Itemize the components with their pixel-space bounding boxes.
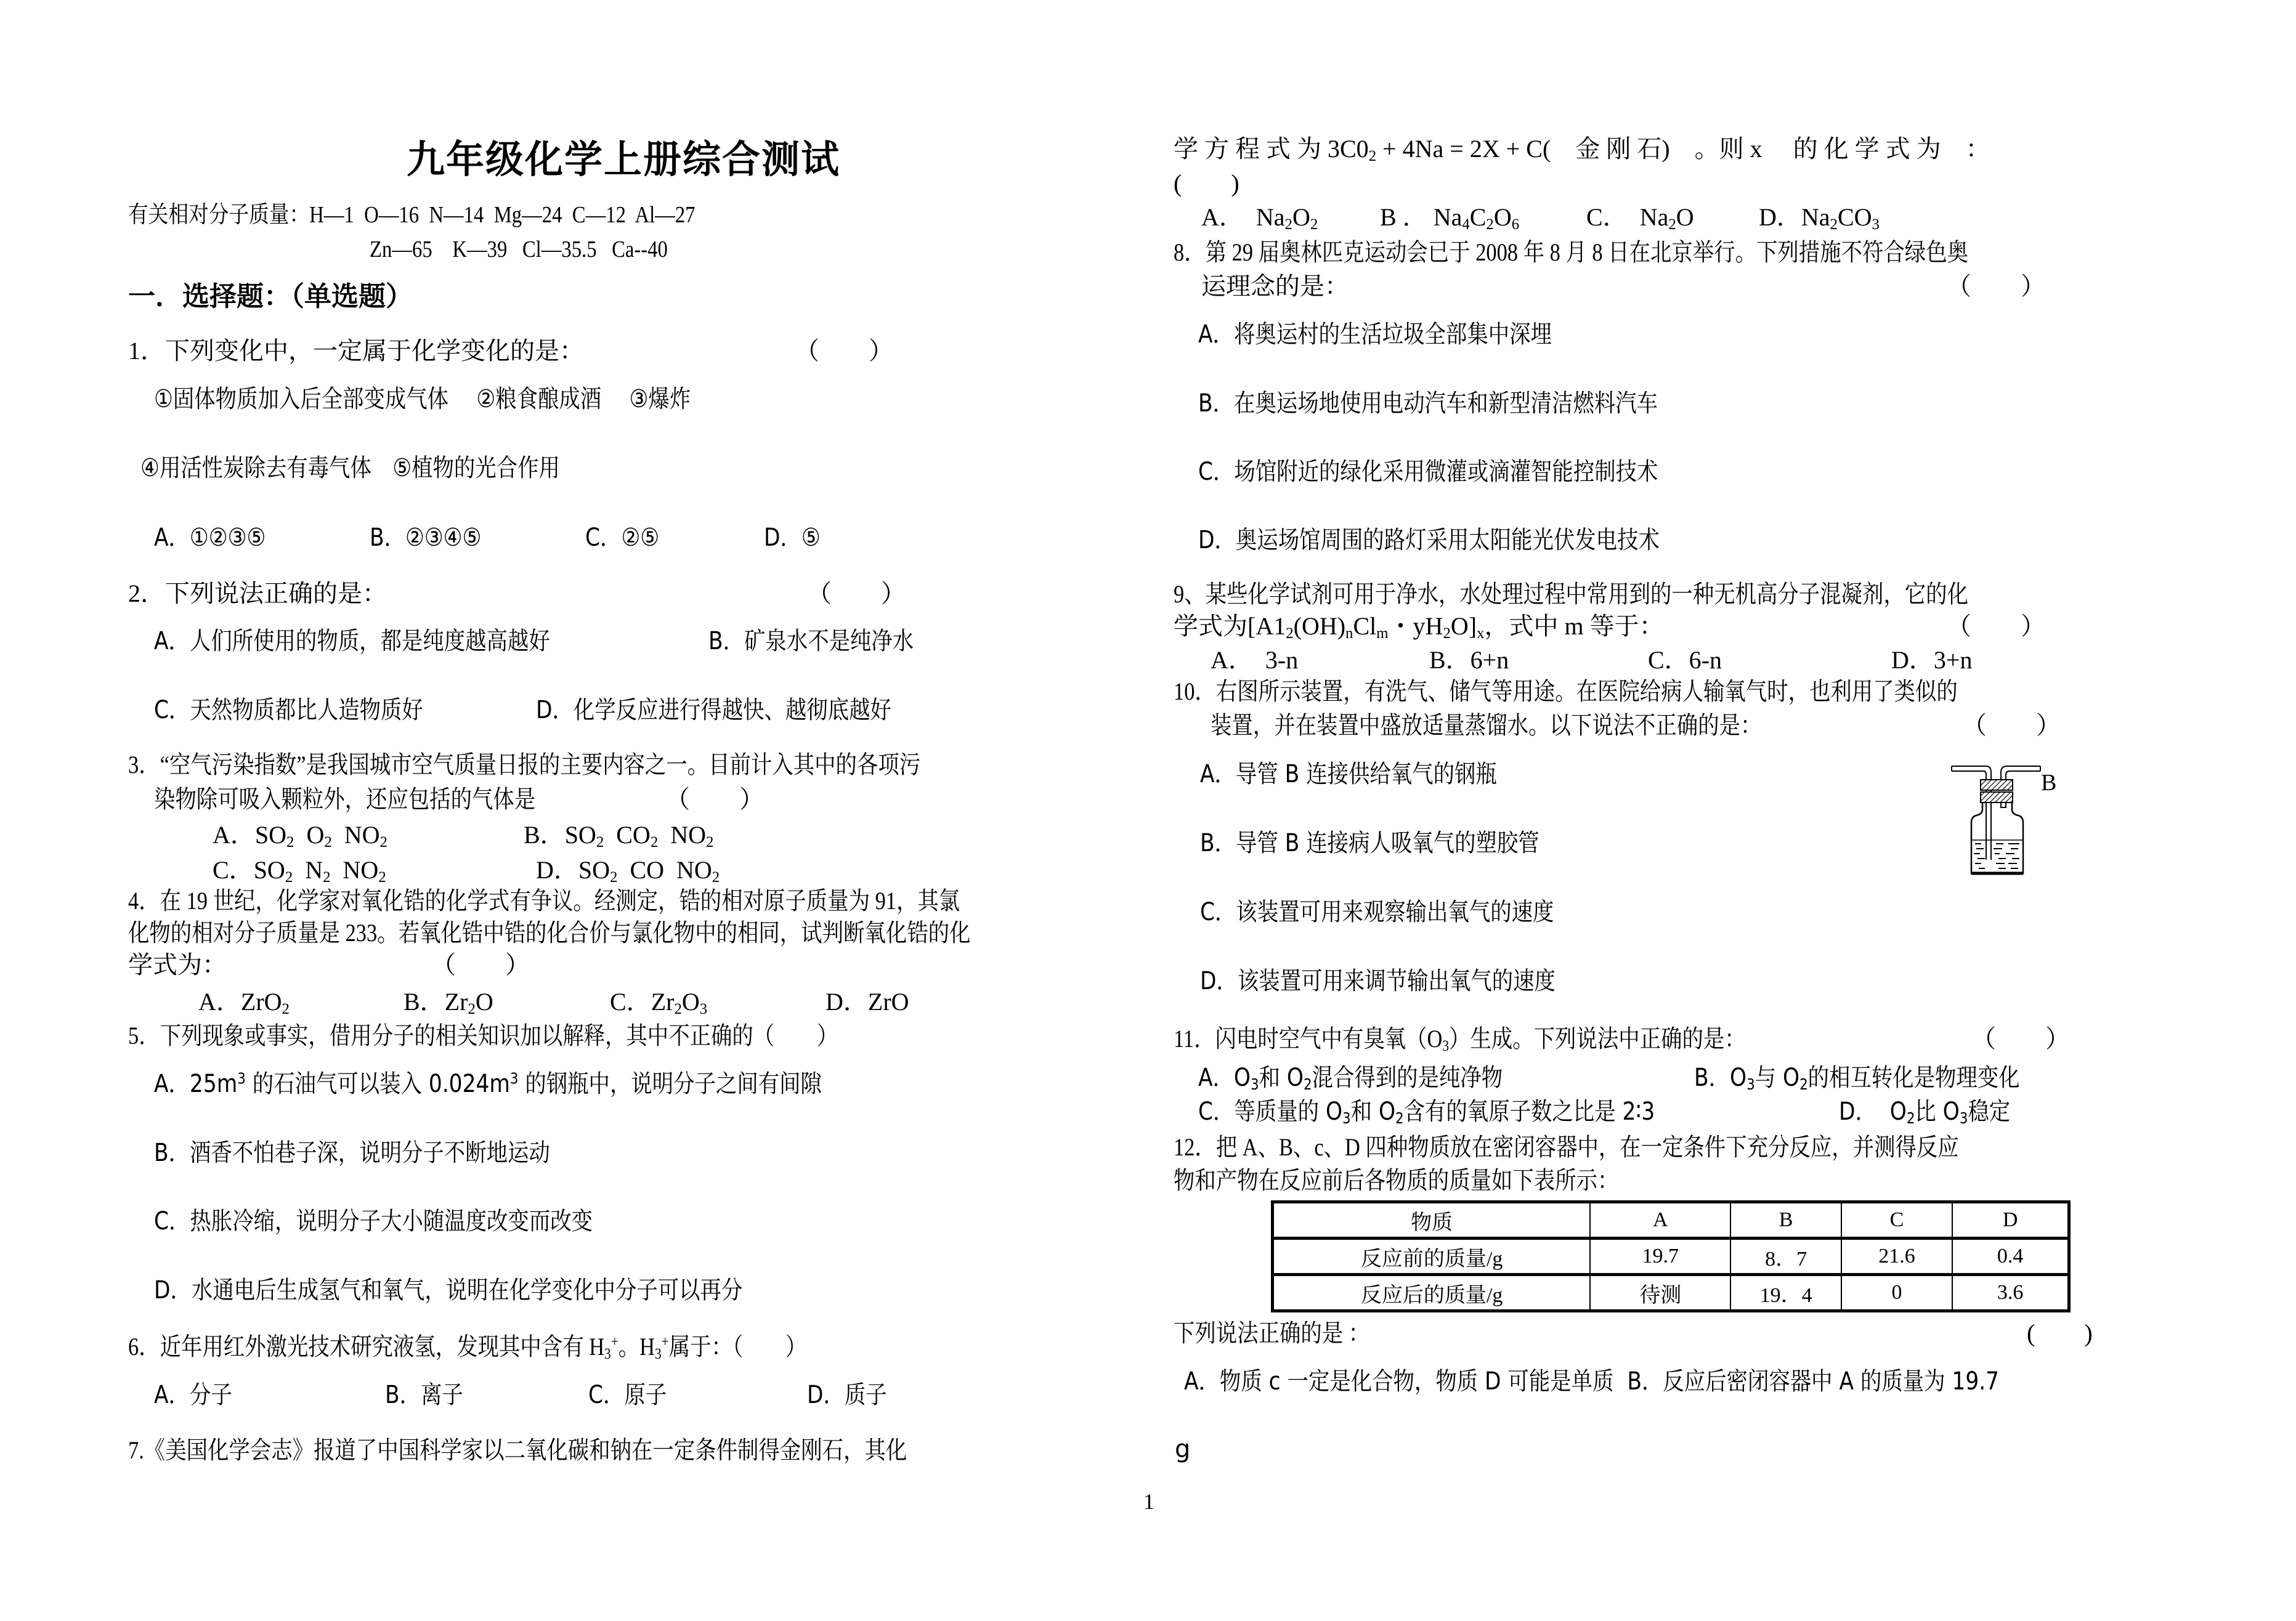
table-cell: 19.7 <box>1590 1239 1730 1275</box>
q11-option-c[interactable]: C．等质量的 $O_3$和 $O_2$含有的氧原子数之比是 2∶3 <box>1198 1098 1655 1128</box>
bottle-body <box>1971 802 2023 873</box>
q7-c-label: C． <box>1586 203 1628 231</box>
q1-option-d[interactable]: D．⑤ <box>764 523 821 552</box>
figure-label-b: B <box>2041 770 2057 796</box>
q1-option-c[interactable]: C．②⑤ <box>585 523 660 552</box>
q8-option-c[interactable]: C．场馆附近的绿化采用微灌或滴灌智能控制技术 <box>1198 458 1658 486</box>
page-number: 1 <box>1143 1489 1154 1514</box>
q3-d-label: D． <box>536 856 578 884</box>
q8-option-a[interactable]: A．将奥运村的生活垃圾全部集中深埋 <box>1198 320 1552 349</box>
q1-stem-text: 1．下列变化中，一定属于化学变化的是： <box>128 337 584 365</box>
table-header-cell: 物质 <box>1273 1202 1591 1239</box>
q4-b-label: B． <box>404 988 445 1016</box>
table-row <box>1273 1275 2069 1311</box>
q8-option-b[interactable]: B．在奥运场地使用电动汽车和新型清洁燃料汽车 <box>1198 389 1658 418</box>
q7-option-c[interactable]: C． $Na_2O$ <box>1586 203 1694 233</box>
q6-option-a[interactable]: A．分子 <box>154 1381 232 1409</box>
q1-items-1: ①固体物质加入后全部变成气体 ②粮食酿成酒 ③爆炸 <box>154 385 691 413</box>
table-row <box>1273 1239 2069 1275</box>
q9-option-a[interactable]: A． 3-n <box>1211 646 1299 674</box>
q1-items-2: ④用活性炭除去有毒气体 ⑤植物的光合作用 <box>140 454 560 482</box>
q5-stem: 5．下列现象或事实，借用分子的相关知识加以解释，其中不正确的（ ） <box>128 1022 838 1049</box>
q7-answer-blank[interactable]: ( ) <box>1174 169 1239 197</box>
q4-c-label: C． <box>610 988 651 1016</box>
q5-option-d[interactable]: D．水通电后生成氢气和氧气，说明在化学变化中分子可以再分 <box>154 1276 743 1304</box>
q2-option-c[interactable]: C．天然物质都比人造物质好 <box>154 696 423 724</box>
atomic-mass-label <box>128 203 696 227</box>
q3-stem-2: 染物除可吸入颗粒外，还应包括的气体是 <box>154 785 536 813</box>
q10-option-a[interactable]: A．导管 B 连接供给氧气的钢瓶 <box>1200 760 1497 788</box>
q11-answer-blank[interactable]: （ ） <box>1971 1025 2070 1053</box>
table-cell: 19．4 <box>1730 1275 1841 1311</box>
q3-option-b[interactable]: B．$SO_2$ $CO_2$ $NO_2$ <box>524 821 714 851</box>
q10-option-d[interactable]: D．该装置可用来调节输出氧气的速度 <box>1200 967 1556 995</box>
q12-option-ab-cont: g <box>1175 1435 1191 1463</box>
q4-stem-2: 化物的相对分子质量是 233。若氧化锆中锆的化合价与氯化物中的相同，试判断氧化锆的化 <box>128 919 971 947</box>
atomic-mass-row2: Zn—65 K—39 Cl—35.5 Ca--40 <box>370 236 668 262</box>
page-title: 九年级化学上册综合测试 <box>407 137 841 182</box>
table-header-cell: D <box>1952 1202 2069 1239</box>
table-cell: 反应前的质量/g <box>1273 1239 1591 1275</box>
q9-option-d[interactable]: D．3+n <box>1891 646 1973 674</box>
atomic-mass-prefix: 有关相对分子质量： <box>128 202 310 228</box>
q2-answer-blank[interactable]: （ ） <box>807 580 906 607</box>
q9-option-b[interactable]: B．6+n <box>1429 646 1509 674</box>
q7-stem-1: 7.《美国化学会志》报道了中国科学家以二氧化碳和钠在一定条件制得金刚石，其化 <box>128 1436 907 1464</box>
q5-option-a[interactable]: A．$25m^3$ 的石油气可以装入 $0.024m^3$ 的钢瓶中，说明分子之间有间隙 <box>154 1069 822 1098</box>
q12-stem-1: 12．把 A、B、c、D 四种物质放在密闭容器中，在一定条件下充分反应，并测得反应 <box>1174 1133 1959 1161</box>
q7-option-a[interactable]: A． $Na_2O_2$ <box>1201 203 1318 233</box>
q3-answer-blank[interactable]: （ ） <box>665 785 764 813</box>
q3-a-label: A． <box>213 821 255 849</box>
q1-option-a[interactable]: A．①②③⑤ <box>154 523 266 552</box>
q10-option-b[interactable]: B．导管 B 连接病人吸氧气的塑胶管 <box>1200 829 1539 857</box>
table-cell: 0 <box>1841 1275 1952 1311</box>
q4-d-label: D． <box>826 988 868 1016</box>
q12-stem-3: 下列说法正确的是 ： <box>1174 1319 1370 1347</box>
q2-option-d[interactable]: D．化学反应进行得越快、越彻底越好 <box>536 696 891 724</box>
q9-stem-2: 学式为[$A1_2(OH)_nCl_m$・$yH_2O]_x$，式中 m 等于： <box>1174 612 1664 642</box>
q7-option-b[interactable]: B ． $Na_4C_2O_6$ <box>1380 203 1520 233</box>
table-header-cell: A <box>1590 1202 1730 1239</box>
q7-b-label: B ． <box>1380 203 1427 231</box>
q9-option-c[interactable]: C．6-n <box>1648 646 1722 674</box>
table-cell: 8．7 <box>1730 1239 1841 1275</box>
table-header-cell: C <box>1841 1202 1952 1239</box>
q10-option-c[interactable]: C．该装置可用来观察输出氧气的速度 <box>1200 898 1554 926</box>
q9-answer-blank[interactable]: （ ） <box>1947 612 2045 640</box>
q3-stem-1: 3．“空气污染指数”是我国城市空气质量日报的主要内容之一。目前计入其中的各项污 <box>128 751 921 778</box>
q1-option-b[interactable]: B．②③④⑤ <box>370 523 482 552</box>
q7-stem-2: 学 方 程 式 为 $3C0_2 + 4Na = 2X + C$( 金 刚 石) 。则 x 的 化 学 式 为 ： <box>1174 135 1990 165</box>
q6-option-d[interactable]: D．质子 <box>807 1381 887 1409</box>
table-cell: 反应后的质量/g <box>1273 1275 1591 1311</box>
q8-option-d[interactable]: D．奥运场馆周围的路灯采用太阳能光伏发电技术 <box>1198 526 1660 554</box>
table-cell: 待测 <box>1590 1275 1730 1311</box>
table-cell: 21.6 <box>1841 1239 1952 1275</box>
q2-option-b[interactable]: B．矿泉水不是纯净水 <box>708 627 914 655</box>
q7-option-d[interactable]: D．$Na_2CO_3$ <box>1759 203 1880 233</box>
q3-option-a[interactable]: A．$SO_2$ $O_2$ $NO_2$ <box>213 821 387 851</box>
q6-option-b[interactable]: B．离子 <box>385 1381 463 1409</box>
q6-option-c[interactable]: C．原子 <box>588 1381 667 1409</box>
q4-a-label: A． <box>198 988 241 1016</box>
q2-stem: 2．下列说法正确的是： <box>128 580 387 607</box>
atomic-mass-row1: H—1 O—16 N—14 Mg—24 C—12 Al—27 <box>309 202 696 228</box>
q11-option-d[interactable]: D． $O_2$比 $O_3$稳定 <box>1839 1098 2011 1128</box>
q11-option-b[interactable]: B．$O_3$与 $O_2$的相互转化是物理变化 <box>1694 1064 2020 1094</box>
q7-d-label: D． <box>1759 203 1801 231</box>
q5-option-b[interactable]: B．酒香不怕巷子深，说明分子不断地运动 <box>154 1139 550 1167</box>
q11-stem: 11．闪电时空气中有臭氧$(O_3)$生成。下列说法中正确的是： <box>1174 1025 1746 1055</box>
q9-stem-1: 9、某些化学试剂可用于净水，水处理过程中常用到的一种无机高分子混凝剂，它的化 <box>1174 580 1968 608</box>
table-header-row <box>1273 1202 2069 1239</box>
q10-stem-2: 装置，并在装置中盛放适量蒸馏水。以下说法不正确的是： <box>1211 711 1762 739</box>
q4-option-d[interactable]: D．ZrO <box>826 988 909 1016</box>
q4-option-a[interactable]: A．ZrO$_2$ <box>198 988 290 1018</box>
q3-option-c[interactable]: C．$SO_2$ $N_2$ $NO_2$ <box>213 856 386 886</box>
q6-stem: 6．近年用红外激光技术研究液氢，发现其中含有 $H_3^+$。$H_3^+$属于：（ ） <box>128 1333 807 1363</box>
q5-option-c[interactable]: C．热胀冷缩，说明分子大小随温度改变而改变 <box>154 1207 593 1235</box>
table-cell: 0.4 <box>1952 1239 2069 1275</box>
q3-c-label: C． <box>213 856 254 884</box>
q11-option-a[interactable]: A．$O_3$和 $O_2$混合得到的是纯净物 <box>1198 1064 1503 1094</box>
q10-answer-blank[interactable]: （ ） <box>1962 711 2061 739</box>
table-cell: 3.6 <box>1952 1275 2069 1311</box>
q3-b-label: B． <box>524 821 565 849</box>
q3-option-d[interactable]: D．$SO_2$ CO $NO_2$ <box>536 856 720 886</box>
stopper-top <box>1981 780 2013 790</box>
q7-a-label: A． <box>1201 203 1244 231</box>
stopper-bottom <box>1981 792 2013 802</box>
q4-answer-blank[interactable]: （ ） <box>431 951 530 979</box>
q4-option-b[interactable]: B．$Zr_2O$ <box>404 988 493 1018</box>
q8-stem-2: 运理念的是： <box>1201 272 1349 300</box>
q2-option-a[interactable]: A．人们所使用的物质，都是纯度越高越好 <box>154 627 550 655</box>
table-header-cell: B <box>1730 1202 1841 1239</box>
q1-stem <box>128 339 584 363</box>
q8-answer-blank[interactable]: （ ） <box>1947 272 2045 300</box>
section-heading: 一．选择题：（单选题） <box>128 281 413 312</box>
mass-table <box>1271 1200 2071 1312</box>
q12-answer-blank[interactable]: ( ) <box>2027 1319 2093 1347</box>
q8-stem-1: 8．第 29 届奥林匹克运动会已于 2008 年 8 月 8 日在北京举行。下列措施不符合绿色奥 <box>1174 238 1968 266</box>
q10-stem-1: 10．右图所示装置，有洗气、储气等用途。在医院给病人输氧气时，也利用了类似的 <box>1174 677 1958 705</box>
q12-option-ab[interactable]: A．物质 c 一定是化合物，物质 D 可能是单质 B．反应后密闭容器中 A 的质量为 19.7 <box>1184 1367 2000 1396</box>
q4-stem-1: 4．在 19 世纪，化学家对氧化锆的化学式有争议。经测定，锆的相对原子质量为 91，其氯 <box>128 887 960 915</box>
q4-stem-3: 学式为： <box>128 951 227 979</box>
q12-stem-2: 物和产物在反应前后各物质的质量如下表所示： <box>1174 1166 1619 1194</box>
q1-answer-blank[interactable]: （ ） <box>795 337 893 365</box>
q4-option-c[interactable]: C．$Zr_2O_3$ <box>610 988 708 1018</box>
